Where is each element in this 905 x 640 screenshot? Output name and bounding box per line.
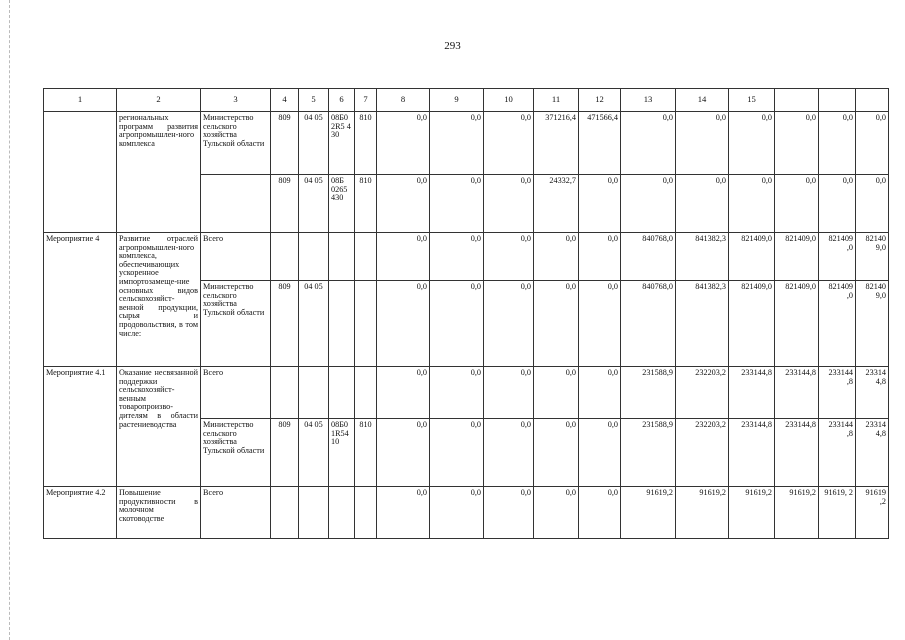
amount-cell: 0,0 [430, 281, 484, 367]
measure-description: Оказание несвязанной поддержки сельскохозяйст-венным товаропроизво-дителям в области растениеводства [117, 367, 201, 487]
table-row [44, 367, 889, 419]
amount-cell: 233144,8 [775, 419, 819, 487]
amount-cell: 0,0 [676, 175, 729, 233]
amount-cell: 840768,0 [621, 281, 676, 367]
budget-code-rzpr: 04 05 [299, 175, 329, 233]
amount-cell: 91619,2 [729, 487, 775, 539]
amount-cell: 0,0 [856, 175, 889, 233]
amount-cell: 841382,3 [676, 233, 729, 281]
amount-cell: 0,0 [377, 233, 430, 281]
amount-cell: 0,0 [484, 419, 534, 487]
budget-code-rzpr: 04 05 [299, 419, 329, 487]
amount-cell: 0,0 [430, 419, 484, 487]
amount-cell: 0,0 [377, 112, 430, 175]
amount-cell: 0,0 [579, 175, 621, 233]
amount-cell: 0,0 [729, 112, 775, 175]
budget-code-csr [329, 367, 355, 419]
column-header-16 [775, 89, 819, 112]
budget-code-rzpr [299, 487, 329, 539]
column-header-6: 6 [329, 89, 355, 112]
amount-cell: 371216,4 [534, 112, 579, 175]
budget-code-vr: 810 [355, 175, 377, 233]
amount-cell: 0,0 [377, 487, 430, 539]
amount-cell: 0,0 [579, 281, 621, 367]
amount-cell: 0,0 [534, 487, 579, 539]
amount-cell: 231588,9 [621, 367, 676, 419]
amount-cell: 0,0 [430, 487, 484, 539]
amount-cell: 0,0 [430, 175, 484, 233]
amount-cell: 0,0 [729, 175, 775, 233]
amount-cell: 0,0 [377, 281, 430, 367]
amount-cell: 0,0 [775, 112, 819, 175]
amount-cell: 0,0 [377, 419, 430, 487]
executor: Министерство сельского хозяйства Тульской области [201, 419, 271, 487]
amount-cell: 233144,8 [729, 367, 775, 419]
column-header-8: 8 [377, 89, 430, 112]
amount-cell: 0,0 [430, 112, 484, 175]
left-margin-line [9, 0, 10, 640]
measure-name: Мероприятие 4 [44, 233, 117, 367]
amount-cell: 0,0 [484, 367, 534, 419]
column-header-15: 15 [729, 89, 775, 112]
column-header-17 [819, 89, 856, 112]
amount-cell: 23314 4,8 [856, 367, 889, 419]
column-header-10: 10 [484, 89, 534, 112]
table-row [44, 487, 889, 539]
amount-cell: 0,0 [534, 233, 579, 281]
amount-cell: 233144,8 [775, 367, 819, 419]
amount-cell: 821409 ,0 [819, 281, 856, 367]
budget-code-grbs: 809 [271, 281, 299, 367]
budget-code-csr [329, 281, 355, 367]
measure-description: Повышение продуктивности в молочном скотоводстве [117, 487, 201, 539]
budget-code-grbs: 809 [271, 419, 299, 487]
column-header-11: 11 [534, 89, 579, 112]
column-header-9: 9 [430, 89, 484, 112]
budget-code-grbs: 809 [271, 175, 299, 233]
amount-cell: 23314 4,8 [856, 419, 889, 487]
measure-name: Мероприятие 4.2 [44, 487, 117, 539]
amount-cell: 0,0 [621, 175, 676, 233]
budget-code-grbs [271, 367, 299, 419]
executor: Всего [201, 487, 271, 539]
budget-code-vr [355, 281, 377, 367]
amount-cell: 840768,0 [621, 233, 676, 281]
budget-code-grbs [271, 487, 299, 539]
column-header-3: 3 [201, 89, 271, 112]
page-number: 293 [444, 40, 461, 52]
budget-table [43, 88, 889, 539]
amount-cell: 0,0 [856, 112, 889, 175]
column-header-7: 7 [355, 89, 377, 112]
amount-cell: 0,0 [621, 112, 676, 175]
budget-code-rzpr [299, 233, 329, 281]
amount-cell: 0,0 [579, 419, 621, 487]
budget-code-csr: 08Б0 2R5 4 30 [329, 112, 355, 175]
amount-cell: 821409,0 [729, 233, 775, 281]
executor: Всего [201, 233, 271, 281]
budget-code-vr [355, 367, 377, 419]
amount-cell: 0,0 [484, 281, 534, 367]
budget-code-csr [329, 233, 355, 281]
amount-cell: 0,0 [534, 281, 579, 367]
amount-cell: 0,0 [819, 175, 856, 233]
amount-cell: 233144 ,8 [819, 367, 856, 419]
amount-cell: 0,0 [579, 487, 621, 539]
amount-cell: 232203,2 [676, 419, 729, 487]
amount-cell: 0,0 [430, 233, 484, 281]
amount-cell: 471566,4 [579, 112, 621, 175]
amount-cell: 91619,2 [676, 487, 729, 539]
amount-cell: 91619,2 [775, 487, 819, 539]
budget-code-rzpr [299, 367, 329, 419]
amount-cell: 0,0 [484, 175, 534, 233]
amount-cell: 0,0 [377, 175, 430, 233]
amount-cell: 232203,2 [676, 367, 729, 419]
measure-name [44, 112, 117, 233]
amount-cell: 233144 ,8 [819, 419, 856, 487]
amount-cell: 82140 9,0 [856, 233, 889, 281]
amount-cell: 821409,0 [729, 281, 775, 367]
budget-code-vr [355, 233, 377, 281]
amount-cell: 82140 9,0 [856, 281, 889, 367]
budget-code-rzpr: 04 05 [299, 112, 329, 175]
column-header-5: 5 [299, 89, 329, 112]
table-row [44, 233, 889, 281]
amount-cell: 0,0 [484, 487, 534, 539]
amount-cell: 91619,2 [621, 487, 676, 539]
amount-cell: 0,0 [484, 233, 534, 281]
budget-code-csr: 08Б0 1R54 10 [329, 419, 355, 487]
executor [201, 175, 271, 233]
amount-cell: 91619 ,2 [856, 487, 889, 539]
budget-code-csr [329, 487, 355, 539]
budget-code-vr [355, 487, 377, 539]
budget-code-rzpr: 04 05 [299, 281, 329, 367]
amount-cell: 0,0 [676, 112, 729, 175]
table-row [44, 112, 889, 175]
budget-code-vr: 810 [355, 112, 377, 175]
amount-cell: 0,0 [775, 175, 819, 233]
column-header-4: 4 [271, 89, 299, 112]
amount-cell: 0,0 [819, 112, 856, 175]
measure-description: региональных программ развития агропромышлен-ного комплекса [117, 112, 201, 233]
column-header-1: 1 [44, 89, 117, 112]
budget-code-csr: 08Б 0265 430 [329, 175, 355, 233]
amount-cell: 821409,0 [775, 281, 819, 367]
amount-cell: 821409 ,0 [819, 233, 856, 281]
amount-cell: 0,0 [534, 419, 579, 487]
budget-code-grbs [271, 233, 299, 281]
amount-cell: 841382,3 [676, 281, 729, 367]
measure-description: Развитие отраслей агропромышлен-ного комплекса, обеспечивающих ускоренное импортозамеще-ние основных видов сельскохозяйст-венной продукции, сырья и продовольствия, в том числе: [117, 233, 201, 367]
amount-cell: 821409,0 [775, 233, 819, 281]
header-row [44, 89, 889, 112]
amount-cell: 0,0 [484, 112, 534, 175]
executor: Министерство сельского хозяйства Тульской области [201, 112, 271, 175]
amount-cell: 0,0 [377, 367, 430, 419]
column-header-2: 2 [117, 89, 201, 112]
budget-code-grbs: 809 [271, 112, 299, 175]
executor: Министерство сельского хозяйства Тульской области [201, 281, 271, 367]
column-header-12: 12 [579, 89, 621, 112]
executor: Всего [201, 367, 271, 419]
amount-cell: 233144,8 [729, 419, 775, 487]
budget-code-vr: 810 [355, 419, 377, 487]
amount-cell: 91619, 2 [819, 487, 856, 539]
measure-name: Мероприятие 4.1 [44, 367, 117, 487]
amount-cell: 0,0 [430, 367, 484, 419]
amount-cell: 0,0 [579, 233, 621, 281]
column-header-18 [856, 89, 889, 112]
amount-cell: 24332,7 [534, 175, 579, 233]
column-header-14: 14 [676, 89, 729, 112]
amount-cell: 0,0 [534, 367, 579, 419]
amount-cell: 231588,9 [621, 419, 676, 487]
amount-cell: 0,0 [579, 367, 621, 419]
column-header-13: 13 [621, 89, 676, 112]
